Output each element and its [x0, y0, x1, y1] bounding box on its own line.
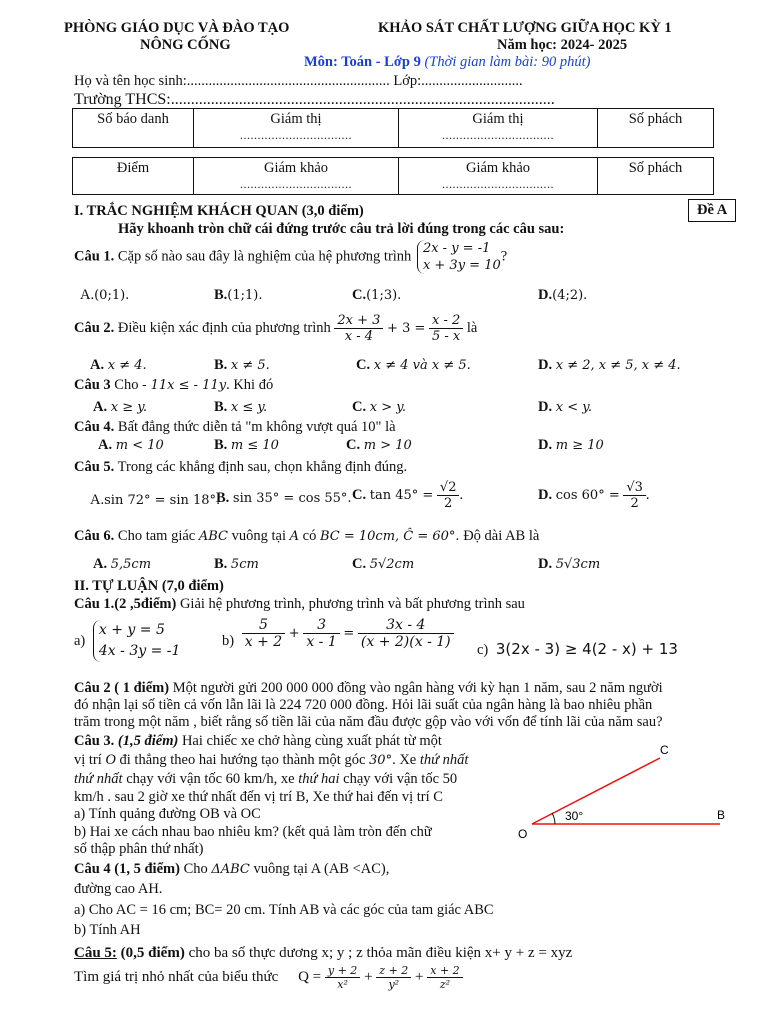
- label-b: B: [717, 808, 726, 822]
- q6-option-d[interactable]: D. 5√3cm: [538, 556, 601, 572]
- essay-q4-a: a) Cho AC = 16 cm; BC= 20 cm. Tính AB và các góc của tam giác ABC: [74, 902, 494, 918]
- system-of-equations-2: x + y = 5 4x - 3y = -1: [93, 620, 181, 662]
- exam-title: KHẢO SÁT CHẤT LƯỢNG GIỮA HỌC KỲ 1: [378, 20, 672, 36]
- essay-q1-b: b) $\frac{5}{x + 2}$ + $\frac{3}{x - 1}$ = $\frac{3x - 4}{(x + 2)(x - 1)}$: [222, 617, 454, 650]
- question-1: Câu 1. Cặp số nào sau đây là nghiệm của hệ phương trình 2x - y = -1 x + 3y = 10 ?: [74, 241, 508, 273]
- cell-examiner-1: Giám khảo ................................: [194, 158, 399, 195]
- subject: Môn: Toán - Lớp 9: [304, 54, 421, 70]
- school-year: Năm học: 2024- 2025: [497, 37, 628, 53]
- system-of-equations: 2x - y = -1 x + 3y = 10: [417, 240, 501, 274]
- essay-q5-line2: Tìm giá trị nhỏ nhất của biểu thức Q = $\frac{y + 2}{\text{x²}}$ + $\frac{z + 2}{\text{y²}}$ + $\frac{x + 2}{\text{z²}}$: [74, 964, 463, 991]
- q1-option-a[interactable]: A.(0;1).: [80, 287, 130, 303]
- q6-option-a[interactable]: A. 5,5cm: [93, 556, 152, 572]
- q3-option-b[interactable]: B. x ≤ y.: [214, 399, 268, 415]
- label-angle: 30°: [565, 809, 584, 823]
- cell-score: Điểm: [73, 158, 194, 195]
- subject-line: [304, 54, 590, 71]
- q4-option-c[interactable]: C. m > 10: [346, 437, 412, 453]
- q5-option-a[interactable]: A.sin 72° = sin 18°.: [90, 492, 221, 508]
- q2-option-c[interactable]: C. x ≠ 4 và x ≠ 5.: [356, 357, 471, 373]
- essay-q3-line3: thứ nhất chạy với vận tốc 60 km/h, xe thứ hai chạy với vận tốc 50: [74, 771, 458, 787]
- essay-question-1: Câu 1.(2 ,5điểm) Giải hệ phương trình, phương trình và bất phương trình sau: [74, 596, 525, 612]
- q1-option-d[interactable]: D.(4;2).: [538, 287, 588, 303]
- question-5: Câu 5. Trong các khẳng định sau, chọn khẳng định đúng.: [74, 459, 408, 475]
- cell-proctor-2: Giám thị ................................: [399, 109, 598, 148]
- q5-option-b[interactable]: B. sin 35° = cos 55°.: [216, 490, 352, 506]
- score-table: [72, 157, 714, 195]
- fraction-2: $\frac{x - 2}{5 - x}$: [429, 313, 463, 344]
- essay-q3-b: b) Hai xe cách nhau bao nhiêu km? (kết quả làm tròn đến chữ: [74, 824, 432, 840]
- q5-option-d[interactable]: D. cos 60° = $\frac{√3}{2}$ .: [538, 480, 650, 511]
- essay-q3-b-cont: số thập phân thứ nhất): [74, 841, 204, 857]
- q3-option-a[interactable]: A. x ≥ y.: [93, 399, 147, 415]
- q5-option-c[interactable]: C. tan 45° = $\frac{√2}{2}$ .: [352, 480, 464, 511]
- essay-q4-b: b) Tính AH: [74, 922, 141, 938]
- essay-q1-c: c) 3(2x - 3) ≥ 4(2 - x) + 13: [477, 640, 678, 658]
- student-name-line: Họ và tên học sinh:........................................................ Lớp:............................: [74, 73, 523, 89]
- department-name: PHÒNG GIÁO DỤC VÀ ĐÀO TẠO: [64, 20, 290, 36]
- school-line: Trường THCS:................................................................................................: [74, 91, 555, 108]
- part2-title: II. TỰ LUẬN (7,0 điểm): [74, 578, 224, 594]
- q3-option-d[interactable]: D. x < y.: [538, 399, 592, 415]
- question-4: Câu 4. Bất đẳng thức diễn tả "m không vượt quá 10" là: [74, 419, 396, 435]
- label-o: O: [518, 827, 528, 841]
- essay-q3-line2: vị trí O đi thẳng theo hai hướng tạo thành một góc 30°. Xe thứ nhất: [74, 752, 469, 768]
- q6-option-b[interactable]: B. 5cm: [214, 556, 259, 572]
- angle-arc: [552, 813, 555, 824]
- essay-q4-line2: đường cao AH.: [74, 881, 163, 897]
- label-c: C: [660, 743, 669, 757]
- cell-proctor-1: Giám thị ................................: [194, 109, 399, 148]
- q6-option-c[interactable]: C. 5√2cm: [352, 556, 415, 572]
- question-3: Câu 3 Cho - 11x ≤ - 11y. Khi đó: [74, 377, 274, 393]
- exam-code-badge: Đề A: [688, 199, 736, 222]
- cell-secret-number-1: Số phách: [598, 109, 714, 148]
- essay-question-3: Câu 3. (1,5 điểm) Hai chiếc xe chở hàng cùng xuất phát từ một: [74, 733, 442, 749]
- angle-figure: [510, 738, 735, 843]
- question-6: Câu 6. Cho tam giác ABC vuông tại A có BC = 10cm, Ĉ = 60°. Độ dài AB là: [74, 528, 540, 544]
- q3-option-c[interactable]: C. x > y.: [352, 399, 406, 415]
- essay-q2-line2: đó nhận lại số tiền cả vốn lẫn lãi là 224 720 000 đồng. Hỏi lãi suất của ngân hàng là bao nhiêu phần: [74, 697, 653, 713]
- q1-option-b[interactable]: B.(1;1).: [214, 287, 263, 303]
- q1-option-c[interactable]: C.(1;3).: [352, 287, 402, 303]
- q4-option-a[interactable]: A. m < 10: [98, 437, 164, 453]
- cell-examiner-2: Giám khảo ................................: [399, 158, 598, 195]
- q4-option-d[interactable]: D. m ≥ 10: [538, 437, 604, 453]
- q2-option-d[interactable]: D. x ≠ 2, x ≠ 5, x ≠ 4.: [538, 357, 681, 373]
- essay-q1-a: a) x + y = 5 4x - 3y = -1: [74, 620, 180, 662]
- cell-candidate-number: Số báo danh: [73, 109, 194, 148]
- segment-oc: [532, 758, 660, 824]
- cell-secret-number-2: Số phách: [598, 158, 714, 195]
- essay-question-2: Câu 2 ( 1 điểm) Một người gửi 200 000 000 đồng vào ngân hàng với kỳ hạn 1 năm, sau 2 năm người: [74, 680, 663, 696]
- fraction-1: $\frac{2x + 3}{x - 4}$: [334, 313, 383, 344]
- exam-time: (Thời gian làm bài: 90 phút): [424, 54, 591, 70]
- essay-q2-line3: trăm trong một năm , biết rằng số tiền lãi của năm đầu được gộp vào với vốn để tính lãi của năm sau?: [74, 714, 663, 730]
- essay-q3-a: a) Tính quảng đường OB và OC: [74, 806, 261, 822]
- q2-option-a[interactable]: A. x ≠ 4.: [90, 357, 147, 373]
- district-name: NÔNG CỐNG: [140, 37, 231, 53]
- essay-question-5: Câu 5: (0,5 điểm) cho ba số thực dương x; y ; z thỏa mãn điều kiện x+ y + z = xyz: [74, 945, 573, 961]
- essay-q3-line4: km/h . sau 2 giờ xe thứ nhất đến vị trí B, Xe thứ hai đến vị trí C: [74, 789, 443, 805]
- exam-id-table: [72, 108, 714, 148]
- essay-question-4: Câu 4 (1, 5 điểm) Cho ΔABC vuông tại A (AB <AC),: [74, 861, 390, 877]
- q2-option-b[interactable]: B. x ≠ 5.: [214, 357, 270, 373]
- question-2: Câu 2. Điều kiện xác định của phương trình $\frac{2x + 3}{x - 4}$ + 3 = $\frac{x - 2}{5 - x}$ là: [74, 313, 478, 344]
- q4-option-b[interactable]: B. m ≤ 10: [214, 437, 279, 453]
- part1-title: I. TRẮC NGHIỆM KHÁCH QUAN (3,0 điểm): [74, 203, 364, 219]
- part1-instruction: Hãy khoanh tròn chữ cái đứng trước câu trả lời đúng trong các câu sau:: [118, 221, 565, 237]
